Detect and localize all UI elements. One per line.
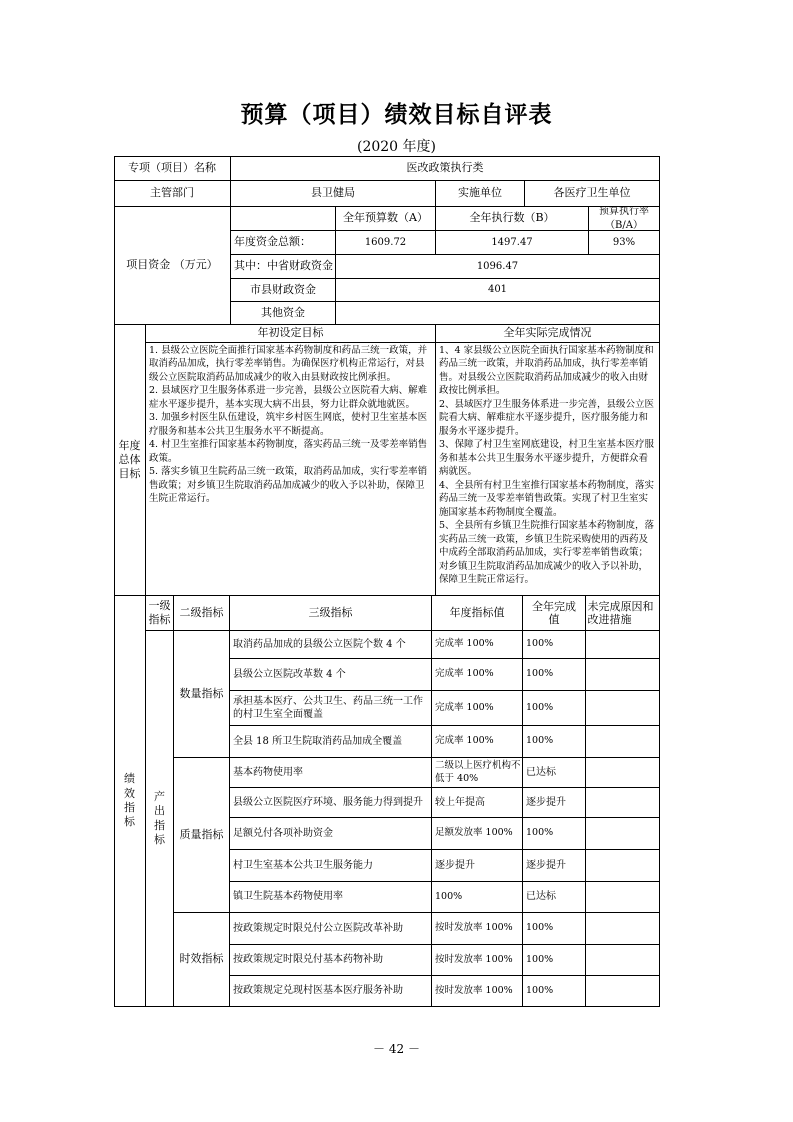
table-row-reason xyxy=(586,818,660,850)
table-row-item: 按政策规定时限兑付公立医院改革补助 xyxy=(230,913,432,945)
h-reason-text: 未完成原因和改进措施 xyxy=(587,599,654,626)
h-actual-text: 全年完成值 xyxy=(532,599,576,626)
funds-other-label: 其他资金 xyxy=(231,302,336,325)
table-row-item: 按政策规定兑现村医基本医疗服务补助 xyxy=(230,976,432,1007)
funds-total-rate: 93% xyxy=(589,231,660,255)
actual-goal-5: 5、全县所有乡镇卫生院推行国家基本药物制度，落实药品三统一政策，乡镇卫生院采购使用的西药及中成药全部取消药品加成，实行零差率销售政策；对乡镇卫生院取消药品加成减少的收入予以补助，保障卫生院正常运行。 xyxy=(439,520,655,586)
project-name-value: 医改政策执行类 xyxy=(231,156,660,181)
table-row-reason xyxy=(586,850,660,882)
table-row-reason xyxy=(586,913,660,945)
funds-province-b: 1096.47 xyxy=(336,255,660,279)
actual-goal-2: 2、县域医疗卫生服务体系进一步完善，县级公立医院看大病、解难症水平逐步提升，医疗服务能力和服务水平逐步提升。 xyxy=(439,398,655,437)
actual-goal-4: 4、全县所有村卫生室推行国家基本药物制度，落实药品三统一及零差率销售政策。实现了村卫生室实施国家基本药物制度全覆盖。 xyxy=(439,479,655,518)
table-row-actual: 100% xyxy=(523,976,586,1007)
goals-side-text: 年度总体目标 xyxy=(118,438,141,481)
page-number: － 42 － xyxy=(373,1042,420,1056)
indicators-side-label xyxy=(114,596,146,1007)
table-row-item: 县级公立医院医疗环境、服务能力得到提升 xyxy=(230,788,432,818)
table-row-item: 县级公立医院改革数 4 个 xyxy=(230,659,432,691)
table-row-target xyxy=(432,758,523,788)
table-row-item-text: 承担基本医疗、公共卫生、药品三统一工作的村卫生室全面覆盖 xyxy=(233,695,423,720)
unit-value: 各医疗卫生单位 xyxy=(525,181,660,207)
funds-other-value xyxy=(336,302,660,325)
table-row-actual: 逐步提升 xyxy=(523,850,586,882)
table-row-actual: 100% xyxy=(523,659,586,691)
actual-goal-3: 3、保障了村卫生室网底建设，村卫生室基本医疗服务和基本公共卫生服务水平逐步提升，方便群众看病就医。 xyxy=(439,439,655,478)
funds-province-label: 其中：中省财政资金 xyxy=(231,255,336,279)
page-title: 预算（项目）绩效目标自评表 xyxy=(240,102,553,128)
goals-planned-header: 年初设定目标 xyxy=(146,325,436,343)
table-row-target: 完成率 100% xyxy=(432,726,523,758)
table-row-target: 按时发放率 100% xyxy=(432,913,523,945)
table-row-target: 较上年提高 xyxy=(432,788,523,818)
funds-total-b: 1497.47 xyxy=(436,231,589,255)
goals-actual-header: 全年实际完成情况 xyxy=(436,325,660,343)
group-quantity: 数量指标 xyxy=(174,631,230,758)
group-quality: 质量指标 xyxy=(174,758,230,913)
table-row-item: 取消药品加成的县级公立医院个数 4 个 xyxy=(230,631,432,659)
indicators-side-text: 绩效指标 xyxy=(124,772,135,829)
h-level3: 三级指标 xyxy=(230,596,432,631)
table-row-target: 完成率 100% xyxy=(432,659,523,691)
table-row-item: 村卫生室基本公共卫生服务能力 xyxy=(230,850,432,882)
table-row-reason xyxy=(586,758,660,788)
page-subtitle: (2020 年度) xyxy=(356,139,436,155)
h-level1-text: 一级指标 xyxy=(148,598,171,626)
table-row-actual: 100% xyxy=(523,691,586,726)
table-row-target: 完成率 100% xyxy=(432,691,523,726)
funds-county-label: 市县财政资金 xyxy=(231,279,336,302)
table-row-actual: 100% xyxy=(523,631,586,659)
dept-value: 县卫健局 xyxy=(231,181,436,207)
table-row-item: 按政策规定时限兑付基本药物补助 xyxy=(230,945,432,976)
table-row-reason xyxy=(586,788,660,818)
funds-label: 项目资金 （万元） xyxy=(114,207,231,325)
table-row-item xyxy=(230,691,432,726)
planned-goal-1: 1. 县级公立医院全面推行国家基本药物制度和药品三统一政策，并取消药品加成，执行零差率销售。为确保医疗机构正常运行，对县级公立医院取消药品加成减少的收入由县财政按比例承担。 xyxy=(149,345,428,383)
h-level2: 二级指标 xyxy=(174,596,230,631)
funds-col-rate: 预算执行率（B/A） xyxy=(589,207,660,231)
planned-goal-4: 4. 村卫生室推行国家基本药物制度，落实药品三统一及零差率销售政策。 xyxy=(149,439,428,464)
table-row-reason xyxy=(586,726,660,758)
table-row-reason xyxy=(586,631,660,659)
table-row-target: 100% xyxy=(432,882,523,913)
table-row-target: 完成率 100% xyxy=(432,631,523,659)
table-row-actual: 已达标 xyxy=(523,882,586,913)
table-row-actual: 逐步提升 xyxy=(523,788,586,818)
group-time: 时效指标 xyxy=(174,913,230,1007)
table-row-reason xyxy=(586,659,660,691)
funds-header-blank xyxy=(231,207,336,231)
table-row-reason xyxy=(586,691,660,726)
table-row-target: 按时发放率 100% xyxy=(432,945,523,976)
level1-output-text: 产出指标 xyxy=(154,789,165,846)
table-row-target: 足额发放率 100% xyxy=(432,818,523,850)
table-row-actual: 100% xyxy=(523,818,586,850)
table-row-reason xyxy=(586,976,660,1007)
level1-output xyxy=(146,631,174,1007)
funds-col-b: 全年执行数（B） xyxy=(436,207,589,231)
dept-label: 主管部门 xyxy=(114,181,231,207)
h-reason xyxy=(586,596,660,631)
table-row-actual: 100% xyxy=(523,913,586,945)
table-row-actual: 已达标 xyxy=(523,758,586,788)
goals-planned-body xyxy=(146,343,436,596)
h-target: 年度指标值 xyxy=(432,596,523,631)
planned-goal-2: 2. 县域医疗卫生服务体系进一步完善，县级公立医院看大病、解难症水平逐步提升，基本实现大病不出县，努力让群众就地就医。 xyxy=(149,385,428,410)
table-row-item: 全县 18 所卫生院取消药品加成全覆盖 xyxy=(230,726,432,758)
funds-total-a: 1609.72 xyxy=(336,231,436,255)
project-name-label: 专项（项目）名称 xyxy=(114,156,231,181)
table-row-target: 按时发放率 100% xyxy=(432,976,523,1007)
table-row-item: 足额兑付各项补助资金 xyxy=(230,818,432,850)
table-row-target-text: 二级以上医疗机构不低于 40% xyxy=(435,760,521,784)
planned-goal-3: 3. 加强乡村医生队伍建设，筑牢乡村医生网底，使村卫生室基本医疗服务和基本公共卫生服务水平不断提高。 xyxy=(149,412,428,437)
h-level1 xyxy=(146,596,174,631)
unit-label: 实施单位 xyxy=(436,181,525,207)
table-row-reason xyxy=(586,945,660,976)
funds-col-a: 全年预算数（A） xyxy=(336,207,436,231)
table-row-item: 基本药物使用率 xyxy=(230,758,432,788)
table-row-actual: 100% xyxy=(523,726,586,758)
planned-goal-5: 5. 落实乡镇卫生院药品三统一政策，取消药品加成，实行零差率销售政策；对乡镇卫生院取消药品加成减少的收入予以补助，保障卫生院正常运行。 xyxy=(149,466,428,505)
table-row-actual: 100% xyxy=(523,945,586,976)
h-actual xyxy=(523,596,586,631)
goals-side-label xyxy=(114,325,146,596)
funds-total-label: 年度资金总额： xyxy=(231,231,336,255)
funds-county-b: 401 xyxy=(336,279,660,302)
table-row-target: 逐步提升 xyxy=(432,850,523,882)
table-row-item: 镇卫生院基本药物使用率 xyxy=(230,882,432,913)
table-row-reason xyxy=(586,882,660,913)
goals-actual-body xyxy=(436,343,660,596)
actual-goal-1: 1、4 家县级公立医院全面执行国家基本药物制度和药品三统一政策，并取消药品加成，执行零差率销售。对县级公立医院取消药品加成减少的收入由财政按比例承担。 xyxy=(439,345,654,397)
